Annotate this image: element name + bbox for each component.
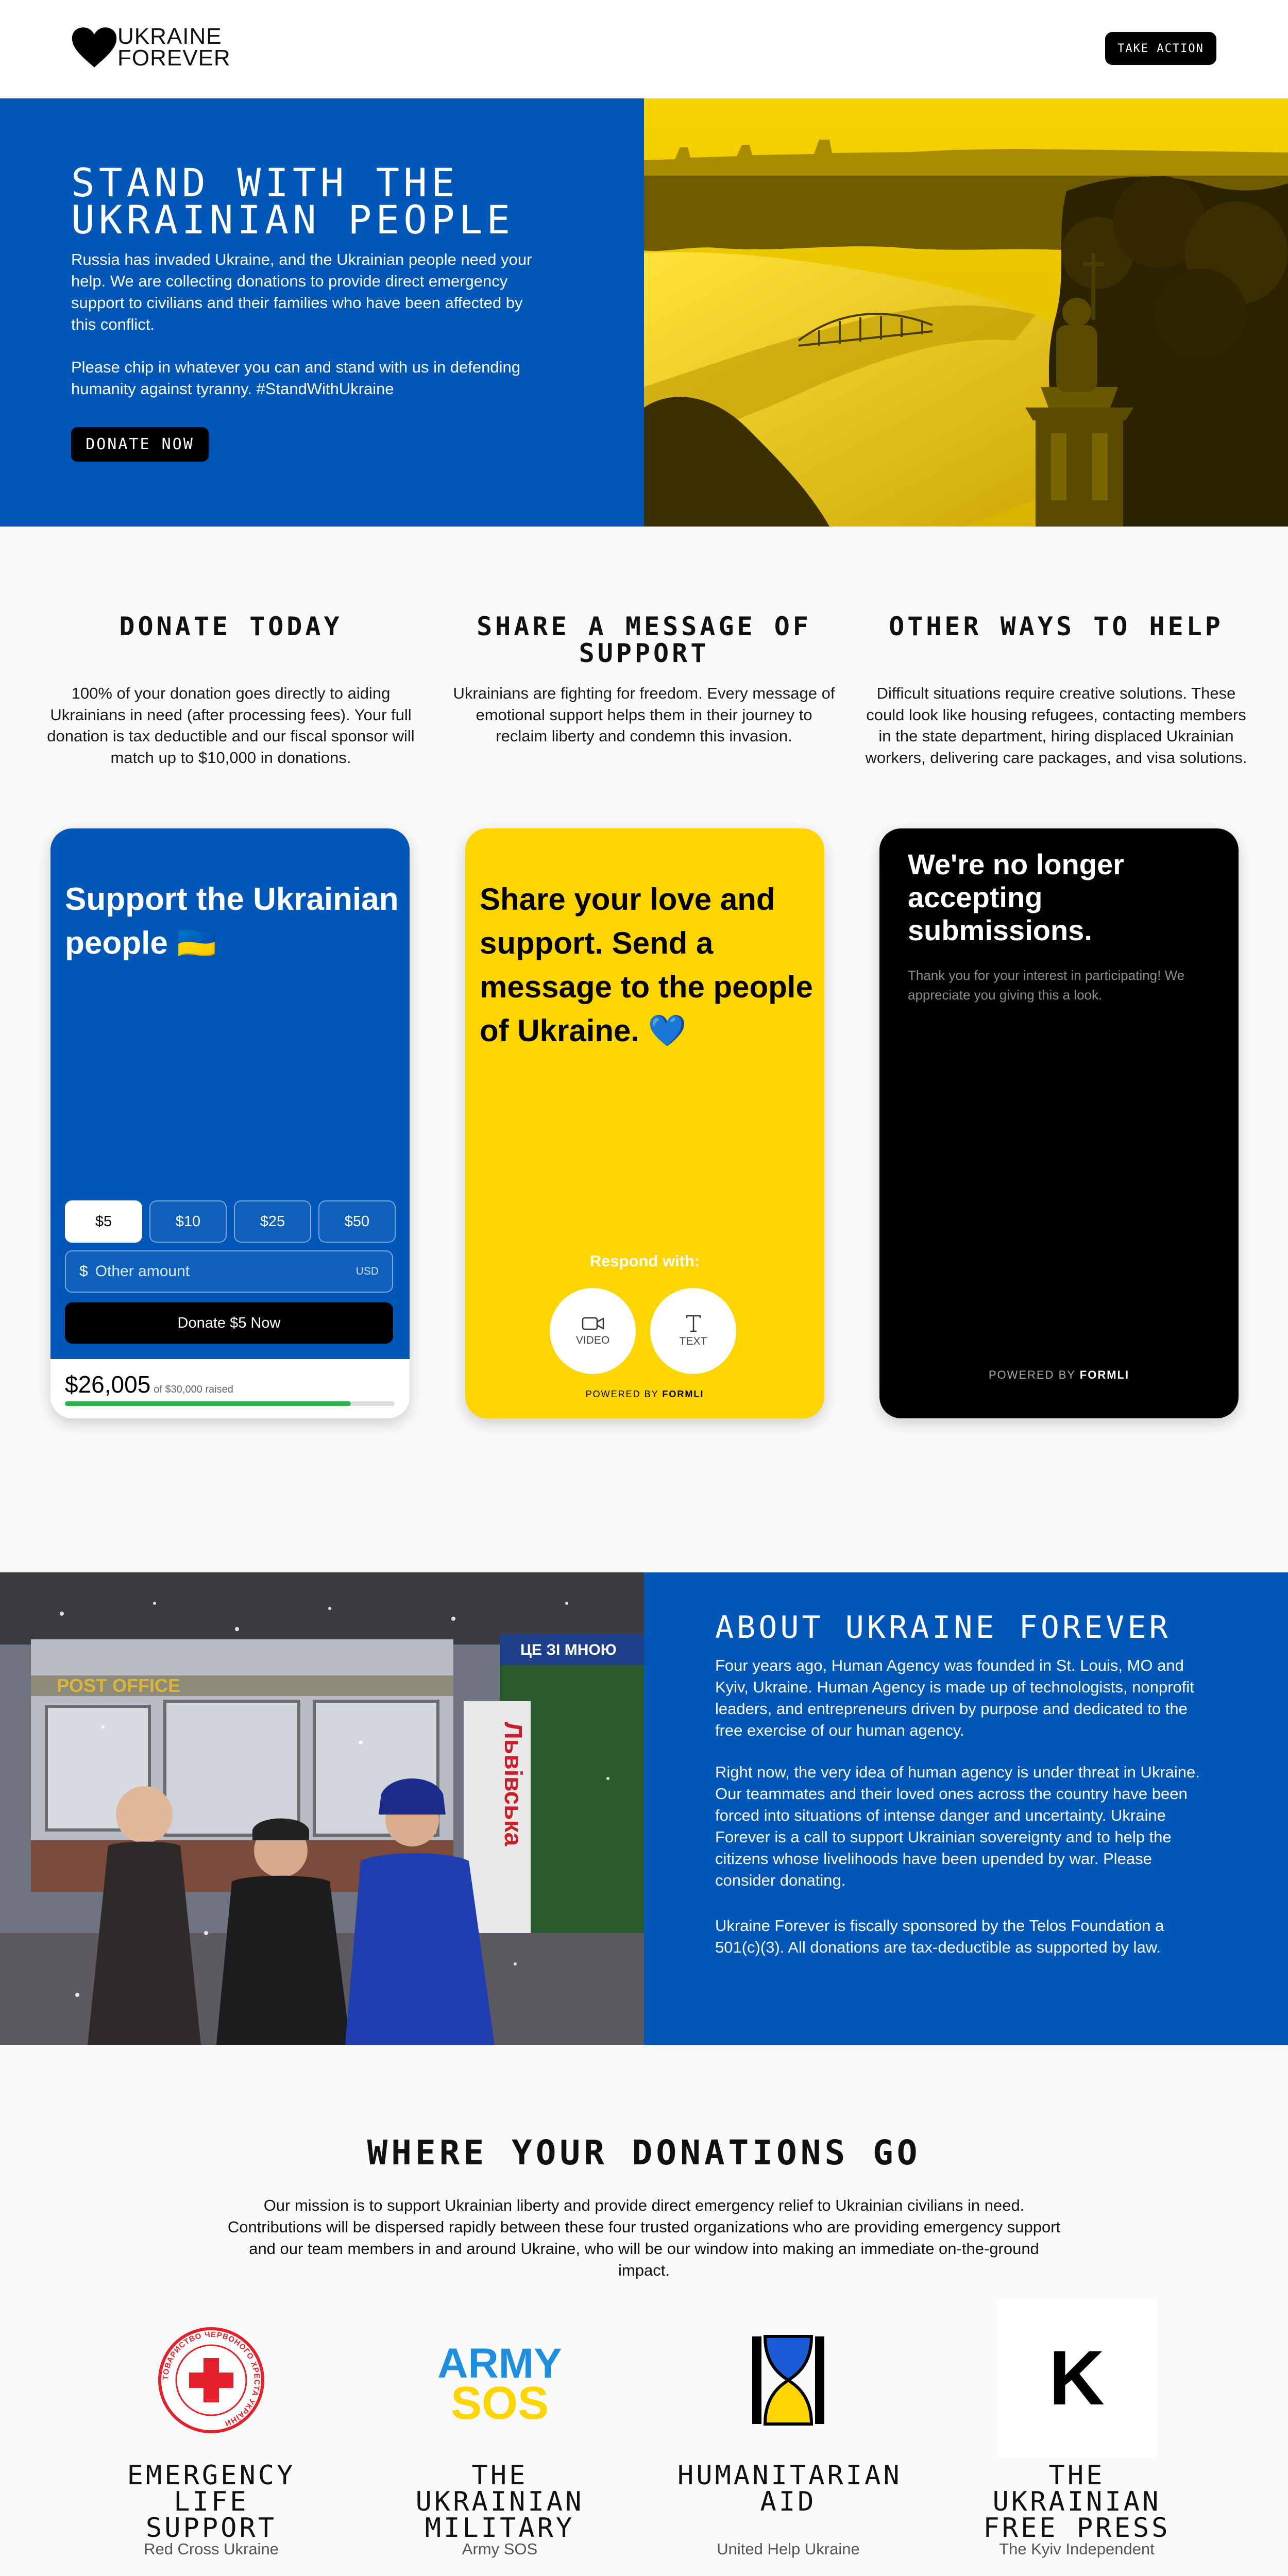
donate-today-heading: DONATE TODAY <box>119 612 343 641</box>
kyiv-river-photo <box>644 98 1288 527</box>
powered-by-formli[interactable]: POWERED BY FORMLI <box>585 1389 704 1399</box>
other-amount-placeholder: Other amount <box>95 1263 190 1280</box>
currency-code: USD <box>355 1265 379 1277</box>
kyiv-street-photo <box>0 1572 644 2045</box>
raised-amount: $26,005 <box>65 1371 151 1398</box>
currency-symbol: $ <box>79 1263 88 1280</box>
org-name: Red Cross Ukraine <box>144 2540 279 2558</box>
svg-text:ТОВАРИСТВО ЧЕРВОНОГО ХРЕСТА УК: ТОВАРИСТВО ЧЕРВОНОГО ХРЕСТА УКРАЇНИ <box>161 2330 262 2428</box>
street-photo-illustration <box>0 1572 644 2045</box>
amount-option-10[interactable]: $10 <box>149 1200 227 1243</box>
heart-icon <box>71 26 117 69</box>
org-title: THE UKRAINIAN FREE PRESS <box>983 2460 1171 2544</box>
hero-title: STAND WITH THE UKRAINIAN PEOPLE <box>71 160 515 243</box>
site-header <box>0 0 1288 98</box>
kiosk-banner-text: ЦЕ ЗІ МНОЮ <box>520 1641 617 1658</box>
amount-option-25[interactable]: $25 <box>234 1200 311 1243</box>
raised-summary <box>65 1370 233 1398</box>
text-type-icon <box>685 1315 702 1332</box>
post-office-sign: POST OFFICE <box>57 1675 181 1696</box>
united-help-ukraine-logo <box>711 2303 866 2458</box>
hero-text-panel <box>0 98 644 527</box>
text-label: TEXT <box>679 1335 707 1347</box>
closed-form-card <box>879 828 1239 1418</box>
about-title: ABOUT UKRAINE FOREVER <box>715 1609 1171 1646</box>
svg-text:ARMY: ARMY <box>437 2340 562 2387</box>
take-action-button[interactable]: TAKE ACTION <box>1105 32 1216 65</box>
donate-submit-button[interactable]: Donate $5 Now <box>65 1302 393 1344</box>
about-paragraph-2: Right now, the very idea of human agency is under threat in Ukraine. Our teammates and their loved ones across the country have been forced into situations of intense danger and uncertainty. Ukraine Forever is a call to support Ukrainian sovereignty and to help the citizens whose livelihoods have been upended by war. Please consider donating. <box>715 1763 1200 1889</box>
respond-text-button[interactable] <box>650 1288 736 1374</box>
fundraising-progress-bar <box>65 1401 395 1406</box>
video-camera-icon <box>582 1316 604 1331</box>
goal-text: of $30,000 raised <box>154 1384 233 1395</box>
fundraising-progress-fill <box>65 1401 351 1406</box>
kyiv-independent-logo: K <box>997 2298 1157 2458</box>
amount-option-5[interactable]: $5 <box>65 1200 142 1243</box>
about-text-panel <box>644 1572 1288 2045</box>
red-cross-logo <box>134 2303 289 2458</box>
org-name: Army SOS <box>462 2540 538 2558</box>
kiosk-vertical-sign: Львівська <box>499 1722 527 1846</box>
other-ways-heading: OTHER WAYS TO HELP <box>889 612 1224 641</box>
donation-form-card <box>50 828 410 1418</box>
hero-paragraph-2: Please chip in whatever you can and stand with us in defending humanity against tyranny. #StandWithUkraine <box>71 358 521 398</box>
org-name: United Help Ukraine <box>717 2540 860 2558</box>
kyiv-river-illustration <box>644 98 1288 527</box>
respond-with-label: Respond with: <box>589 1252 700 1270</box>
hero-section <box>0 98 1288 527</box>
donate-today-text: 100% of your donation goes directly to aiding Ukrainians in need (after processing fees). Your full donation is tax deductible and our fiscal sponsor will match up to $10,000 in donations. <box>47 684 415 767</box>
respond-video-button[interactable] <box>550 1288 636 1374</box>
closed-form-subtext: Thank you for your interest in participating! We appreciate you giving this a look. <box>908 968 1185 1003</box>
org-name: The Kyiv Independent <box>999 2540 1155 2558</box>
org-title: THE UKRAINIAN MILITARY <box>415 2460 584 2544</box>
share-message-heading: SHARE A MESSAGE OF SUPPORT <box>477 612 811 668</box>
share-message-text: Ukrainians are fighting for freedom. Every message of emotional support helps them in their journey to reclaim liberty and condemn this invasion. <box>453 684 835 745</box>
logo-text: UKRAINE FOREVER <box>117 24 231 71</box>
about-section <box>0 1572 1288 2045</box>
powered-by-formli[interactable]: POWERED BY FORMLI <box>988 1368 1130 1381</box>
message-form-heading: Share your love and support. Send a message to the people of Ukraine. 💙 <box>480 882 813 1048</box>
amount-option-50[interactable]: $50 <box>318 1200 396 1243</box>
donations-title: WHERE YOUR DONATIONS GO <box>367 2133 921 2173</box>
donations-text: Our mission is to support Ukrainian liberty and provide direct emergency relief to Ukrainian civilians in need. Contributions will be dispersed rapidly between these four trusted organizations who are providing emergency support and our team members in and around Ukraine, who will be our window into making an immediate on-the-ground impact. <box>227 2196 1061 2279</box>
ukraine-forever-logo[interactable] <box>71 26 231 69</box>
amount-options <box>65 1200 396 1243</box>
army-sos-logo <box>422 2303 577 2458</box>
video-label: VIDEO <box>575 1334 610 1346</box>
other-ways-text: Difficult situations require creative solutions. These could look like housing refugees, contacting members in the state department, hiring displaced Ukrainian workers, delivering care packages, and visa solutions. <box>865 684 1247 767</box>
other-amount-input[interactable] <box>65 1250 393 1293</box>
svg-text:SOS: SOS <box>450 2378 549 2429</box>
donation-form-heading: Support the Ukrainian people 🇺🇦 <box>65 882 399 961</box>
hero-paragraph-1: Russia has invaded Ukraine, and the Ukrainian people need your help. We are collecting donations to provide direct emergency support to civilians and their families who have been affected by this conflict. <box>71 250 532 333</box>
org-title: EMERGENCY LIFE SUPPORT <box>127 2460 296 2544</box>
message-form-card <box>465 828 824 1418</box>
org-title: HUMANITARIAN AID <box>677 2460 902 2517</box>
about-paragraph-3: Ukraine Forever is fiscally sponsored by the Telos Foundation a 501(c)(3). All donations are tax-deductible as supported by law. <box>715 1917 1164 1956</box>
closed-form-heading: We're no longer accepting submissions. <box>908 848 1124 946</box>
about-paragraph-1: Four years ago, Human Agency was founded in St. Louis, MO and Kyiv, Ukraine. Human Agency is made up of technologists, nonprofit leaders, and entrepreneurs driven by purpose and dedicated to the free exercise of our human agency. <box>715 1656 1194 1739</box>
donate-now-button[interactable]: DONATE NOW <box>71 427 209 462</box>
